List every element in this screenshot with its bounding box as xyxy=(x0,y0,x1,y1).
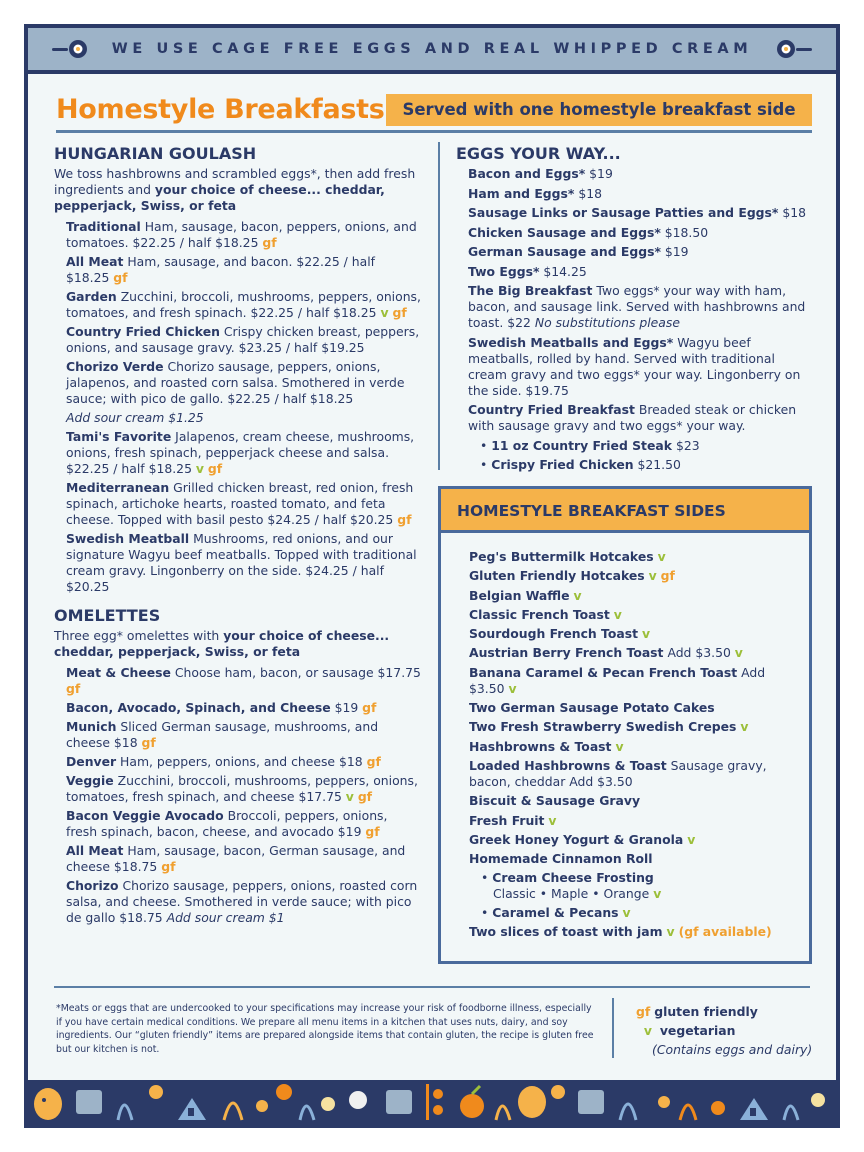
item-note: No substitutions please xyxy=(534,315,680,330)
item-name: Swedish Meatballs and Eggs* xyxy=(468,334,674,350)
item-name: All Meat xyxy=(66,843,124,858)
item-name: Country Fried Chicken xyxy=(66,324,220,339)
item-name: Swedish Meatball xyxy=(66,531,190,546)
item-price: $23 xyxy=(672,437,700,453)
goulash-title: HUNGARIAN GOULASH xyxy=(54,144,257,163)
item-desc: Mushrooms, red onions, and our signature Wagyu beef meatballs. Topped with traditional cream gravy. Lingonberry on the side. $24.25 / half $20.25 xyxy=(66,531,417,594)
omelettes-list xyxy=(54,665,422,926)
gluten-free-mark: gf xyxy=(141,735,156,750)
vegetarian-mark: v xyxy=(573,587,582,603)
item-name: Two German Sausage Potato Cakes xyxy=(469,700,715,716)
item-desc: Broccoli, peppers, onions, fresh spinach, bacon, cheese, and avocado $19 xyxy=(66,808,388,839)
menu-item xyxy=(469,758,795,790)
menu-item xyxy=(468,186,810,202)
item-desc: $14.25 xyxy=(539,263,587,279)
item-name: Loaded Hashbrowns & Toast xyxy=(469,757,667,773)
menu-item xyxy=(469,607,795,623)
menu-item xyxy=(469,832,795,848)
item-name: Sourdough French Toast xyxy=(469,626,639,642)
item-name: Greek Honey Yogurt & Granola xyxy=(469,831,684,847)
vegetarian-mark: v xyxy=(508,680,517,696)
side-item-toast xyxy=(469,924,795,940)
item-name: Fresh Fruit xyxy=(469,812,545,828)
gluten-free-mark: gf xyxy=(660,568,675,584)
menu-item xyxy=(469,549,795,565)
item-desc: Chorizo sausage, peppers, onions, roasted corn salsa, and cheese. Smothered in verde sauce; with pico de gallo $18.75 xyxy=(66,878,418,925)
vegetarian-mark: v xyxy=(548,812,557,828)
menu-item xyxy=(66,719,422,751)
item-desc: Ham, sausage, bacon, German sausage, and cheese $18.75 xyxy=(66,843,406,874)
menu-item xyxy=(468,335,810,399)
item-name: Homemade Cinnamon Roll xyxy=(469,851,653,867)
item-desc: Two eggs* your way with ham, bacon, and sausage link. Served with hashbrowns and toast. $22 xyxy=(468,283,806,330)
item-name: Bacon, Avocado, Spinach, and Cheese xyxy=(66,700,331,715)
item-extra: Add $3.50 xyxy=(469,664,766,696)
item-desc: Jalapenos, cream cheese, mushrooms, onions, fresh spinach, pepperjack cheese and salsa. $22.25 / half $18.25 xyxy=(66,429,415,476)
column-divider xyxy=(438,142,440,470)
item-desc: Choose ham, bacon, or sausage $17.75 xyxy=(170,665,421,680)
item-desc: Zucchini, broccoli, mushrooms, peppers, onions, tomatoes, fresh spinach, and cheese $17.75 xyxy=(66,773,418,804)
item-desc: Chorizo sausage, peppers, onions, jalapenos, and roasted corn salsa. Smothered in verde sauce; with pico de gallo. $22.25 / half $18.25 xyxy=(66,359,405,406)
item-name: Two Eggs* xyxy=(468,263,540,279)
item-desc: $18 xyxy=(778,205,807,220)
item-name: Hashbrowns & Toast xyxy=(469,738,612,754)
left-column xyxy=(54,144,422,929)
vegetarian-mark: v xyxy=(740,719,749,735)
legend-gf: gf gluten friendly xyxy=(636,1004,758,1019)
sub-menu-item: • Crispy Fried Chicken $21.50 xyxy=(480,456,681,472)
item-desc: Zucchini, broccoli, mushrooms, peppers, onions, tomatoes, and fresh spinach. $22.25 / half $18.25 xyxy=(66,289,421,320)
header-rule xyxy=(56,130,812,133)
item-name: Munich xyxy=(66,719,117,734)
item-name: Mediterranean xyxy=(66,480,170,495)
vegetarian-mark: v xyxy=(622,905,631,921)
menu-item xyxy=(468,264,810,280)
item-name: Peg's Buttermilk Hotcakes xyxy=(469,549,654,564)
item-name: Ham and Eggs* xyxy=(468,185,575,201)
item-name: Bacon Veggie Avocado xyxy=(66,808,224,823)
item-desc: Ham, sausage, and bacon. $22.25 / half $18.25 xyxy=(66,254,376,285)
menu-item xyxy=(468,244,810,260)
item-desc: $19 xyxy=(660,244,689,259)
gluten-free-mark: gf xyxy=(262,235,277,250)
side-sub-item: • Cream Cheese Frosting Classic • Maple • Orange v xyxy=(481,870,662,902)
menu-item xyxy=(66,324,422,356)
vegetarian-mark: v xyxy=(653,886,662,902)
item-name: Biscuit & Sausage Gravy xyxy=(469,793,641,809)
item-name: All Meat xyxy=(66,254,124,269)
item-name: Belgian Waffle xyxy=(469,587,570,603)
item-name: Caramel & Pecans xyxy=(492,905,619,921)
vegetarian-mark: v xyxy=(666,924,675,940)
omelettes-intro: Three egg* omelettes with your choice of cheese... cheddar, pepperjack, Swiss, or feta xyxy=(54,628,390,659)
menu-item xyxy=(66,754,422,770)
menu-item xyxy=(66,878,422,926)
eggs-title: EGGS YOUR WAY... xyxy=(456,144,621,163)
item-desc: Ham, peppers, onions, and cheese $18 xyxy=(116,754,367,769)
menu-item xyxy=(66,480,422,528)
item-name: Country Fried Breakfast xyxy=(468,402,635,417)
item-name: The Big Breakfast xyxy=(468,283,593,298)
menu-item xyxy=(469,665,795,697)
vegetarian-mark: v xyxy=(613,606,622,622)
menu-item xyxy=(66,219,422,251)
vegetarian-mark: v xyxy=(195,461,204,476)
goulash-intro: We toss hashbrowns and scrambled eggs*, then add fresh ingredients and your choice of cheese... cheddar, pepperjack, Swiss, or feta xyxy=(54,166,416,213)
menu-item xyxy=(469,626,795,642)
decorative-pattern-icon xyxy=(28,1080,836,1124)
menu-item xyxy=(66,429,422,477)
item-name: Two Fresh Strawberry Swedish Crepes xyxy=(469,719,737,735)
menu-item xyxy=(468,225,810,241)
eggs-list xyxy=(456,166,810,434)
item-desc: Grilled chicken breast, red onion, fresh spinach, artichoke hearts, roasted tomato, and feta cheese. Topped with basil pesto $24.25 / half $20.25 xyxy=(66,480,414,527)
vegetarian-mark: v xyxy=(380,305,389,320)
item-desc: Wagyu beef meatballs, rolled by hand. Served with traditional cream gravy and two eggs* your way. Lingonberry on the side. $19.75 xyxy=(468,334,801,398)
menu-item xyxy=(469,739,795,755)
gluten-free-mark: gf xyxy=(357,789,373,804)
item-name: Denver xyxy=(66,754,117,769)
sub-menu-item: • 11 oz Country Fried Steak $23 xyxy=(480,437,700,453)
decorative-pattern xyxy=(28,1080,836,1124)
item-desc: Breaded steak or chicken with sausage gravy and two eggs* your way. xyxy=(468,402,797,433)
vegetarian-mark: v xyxy=(734,645,743,661)
item-name: German Sausage and Eggs* xyxy=(468,244,661,259)
vegetarian-mark: v xyxy=(687,831,696,847)
item-desc: $18 xyxy=(574,185,602,201)
menu-item xyxy=(469,813,795,829)
item-name: Bacon and Eggs* xyxy=(468,166,586,181)
menu-item xyxy=(66,773,422,805)
goulash-list xyxy=(54,219,422,407)
item-name: 11 oz Country Fried Steak xyxy=(491,437,672,453)
legend-v-note: (Contains eggs and dairy) xyxy=(652,1042,813,1057)
menu-item xyxy=(469,793,795,809)
item-desc: $18.50 xyxy=(660,224,709,240)
top-banner xyxy=(28,28,836,74)
menu-item xyxy=(66,289,422,321)
item-name: Chorizo xyxy=(66,878,119,893)
banner-text: WE USE CAGE FREE EGGS AND REAL WHIPPED CREAM xyxy=(111,41,753,57)
vegetarian-mark: v xyxy=(642,626,651,642)
footer-rule xyxy=(54,986,810,988)
item-desc: Sliced German sausage, mushrooms, and cheese $18 xyxy=(66,719,379,750)
dietary-legend xyxy=(636,1002,826,1059)
menu-item xyxy=(66,531,422,595)
menu-item xyxy=(469,588,795,604)
item-desc: Ham, sausage, bacon, peppers, onions, and tomatoes. $22.25 / half $18.25 xyxy=(66,219,417,250)
menu-item xyxy=(469,568,795,584)
menu-item xyxy=(468,205,810,221)
item-name: Two slices of toast with jam xyxy=(469,924,663,940)
menu-item xyxy=(66,808,422,840)
item-note: Add sour cream $1 xyxy=(166,910,285,925)
item-desc: $19 xyxy=(330,700,363,715)
menu-item xyxy=(66,665,422,697)
side-sub-item: • Caramel & Pecans v xyxy=(481,905,631,921)
item-name: Traditional xyxy=(66,219,141,234)
item-name: Chicken Sausage and Eggs* xyxy=(468,224,661,240)
item-name: Classic French Toast xyxy=(469,606,610,622)
footer-divider xyxy=(612,998,614,1058)
legend-v: v vegetarian xyxy=(643,1023,736,1038)
eggs-sub-list xyxy=(456,438,810,473)
gluten-free-mark: gf xyxy=(161,859,176,874)
vegetarian-mark: v xyxy=(615,738,624,754)
item-extra: Sausage gravy, bacon, cheddar Add $3.50 xyxy=(469,757,767,789)
item-name: Garden xyxy=(66,289,117,304)
item-name: Cream Cheese Frosting xyxy=(492,870,654,886)
gluten-free-mark: gf xyxy=(397,512,412,527)
frying-pan-icon xyxy=(772,39,812,59)
menu-item xyxy=(66,359,422,407)
item-name: Sausage Links or Sausage Patties and Eggs* xyxy=(468,205,779,220)
menu-item xyxy=(469,700,795,716)
gluten-free-mark: gf xyxy=(392,305,407,320)
item-name: Tami's Favorite xyxy=(66,429,172,444)
item-desc: $19 xyxy=(585,166,613,181)
menu-page xyxy=(24,24,840,1128)
right-column xyxy=(456,144,810,476)
sides-list xyxy=(441,533,809,940)
sides-box xyxy=(438,486,812,964)
gluten-free-mark: gf xyxy=(365,824,380,839)
item-name: Crispy Fried Chicken xyxy=(491,456,634,472)
item-name: Meat & Cheese xyxy=(66,665,171,680)
menu-item xyxy=(469,851,795,867)
section-header xyxy=(56,94,812,132)
item-desc: Crispy chicken breast, peppers, onions, and sausage gravy. $23.25 / half $19.25 xyxy=(66,324,420,355)
item-price: $21.50 xyxy=(633,456,681,472)
vegetarian-mark: v xyxy=(657,549,666,564)
menu-item xyxy=(66,700,422,716)
footer-disclaimer: *Meats or eggs that are undercooked to your specifications may increase your risk of foodborne illness, especially if you have certain medical conditions. We prepare all menu items in a kitchen that uses nuts, dairy, and soy ingredients. Our “gluten friendly” items are prepared alongside items that contain gluten, the recipe is gluten free but our kitchen is not. xyxy=(56,1003,594,1055)
page-subtitle: Served with one homestyle breakfast side xyxy=(386,94,812,126)
frying-pan-icon xyxy=(52,39,92,59)
menu-item xyxy=(468,166,810,182)
sour-cream-note: Add sour cream $1.25 xyxy=(66,410,204,425)
menu-item xyxy=(468,283,810,331)
item-name: Gluten Friendly Hotcakes xyxy=(469,568,645,584)
gluten-free-mark: gf xyxy=(362,700,377,715)
page-title: Homestyle Breakfasts xyxy=(56,94,385,125)
gluten-free-mark: gf xyxy=(366,754,381,769)
item-name: Austrian Berry French Toast xyxy=(469,645,664,661)
sides-title: HOMESTYLE BREAKFAST SIDES xyxy=(441,489,809,533)
item-name: Veggie xyxy=(66,773,114,788)
gluten-free-mark: (gf available) xyxy=(678,924,772,940)
vegetarian-mark: v xyxy=(345,789,354,804)
menu-item xyxy=(66,843,422,875)
gluten-free-mark: gf xyxy=(113,270,128,285)
item-extra: Classic • Maple • Orange xyxy=(493,886,650,902)
vegetarian-mark: v xyxy=(648,568,657,584)
menu-item xyxy=(469,645,795,661)
item-name: Chorizo Verde xyxy=(66,359,164,374)
item-name: Banana Caramel & Pecan French Toast xyxy=(469,664,738,680)
menu-item xyxy=(66,254,422,286)
gluten-free-mark: gf xyxy=(66,681,81,696)
menu-item xyxy=(468,402,810,434)
item-extra: Add $3.50 xyxy=(663,645,731,661)
goulash-list-2 xyxy=(54,429,422,595)
gluten-free-mark: gf xyxy=(207,461,223,476)
menu-item xyxy=(469,719,795,735)
omelettes-title: OMELETTES xyxy=(54,606,161,625)
